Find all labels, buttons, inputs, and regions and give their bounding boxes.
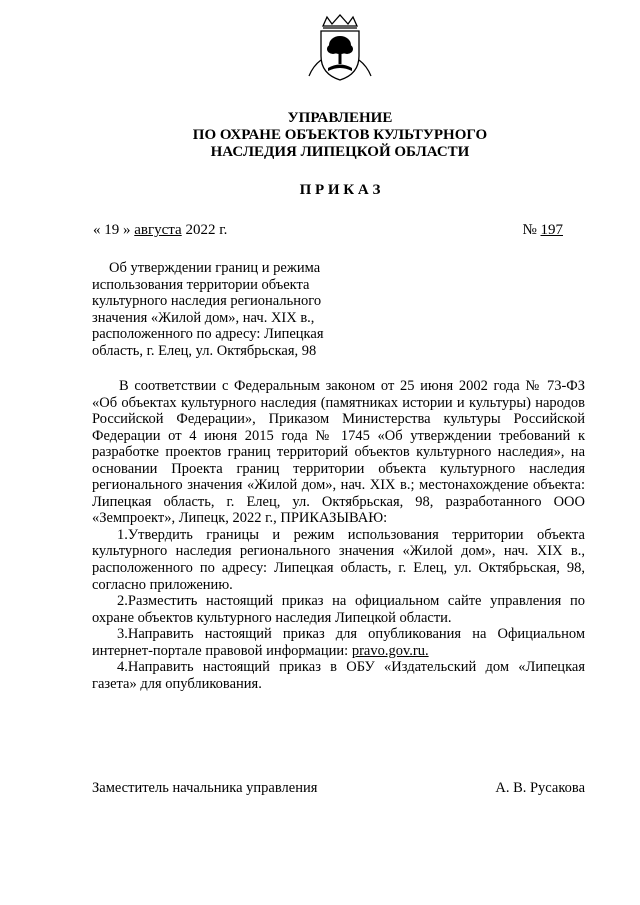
signer-position: Заместитель начальника управления [92, 780, 318, 796]
subject-line: Об утверждении границ и режима [109, 260, 321, 276]
order-item-4: 4.Направить настоящий приказ в ОБУ «Издательский дом «Липецкая газета» для опубликования. [92, 659, 585, 692]
signature-block [92, 780, 585, 797]
date-month: августа [134, 222, 182, 238]
number-value: 197 [540, 222, 563, 238]
date-number-row [93, 222, 563, 239]
preamble-paragraph: В соответствии с Федеральным законом от 25 июня 2002 года № 73-ФЗ «Об объектах культурного наследия (памятниках истории и культуры) народов Российской Федерации», Приказом Министерства культуры Российской Федерации от 4 июня 2015 года № 1745 «Об утверждении требований к разработке проектов границ территорий объектов культурного наследия», на основании Проекта границ территории объекта культурного наследия регионального значения «Жилой дом», нач. XIX в.; местонахождение объекта: Липецкая область, г. Елец, ул. Октябрьская, 98, разработанного ООО «Земпроект», Липецк, 2022 г., ПРИКАЗЫВАЮ: [92, 378, 585, 527]
order-body [92, 378, 585, 692]
document-type: П Р И К А З [299, 182, 381, 198]
org-line-3: НАСЛЕДИЯ ЛИПЕЦКОЙ ОБЛАСТИ [210, 144, 470, 160]
lipetsk-coat-of-arms-icon [301, 14, 379, 82]
subject-line: использования территории объекта [92, 276, 310, 293]
date-year: 2022 г. [185, 222, 228, 238]
date-open-quote: « [93, 222, 101, 238]
subject-line: культурного наследия регионального [92, 293, 322, 310]
subject-line: значения «Жилой дом», нач. XIX в., [92, 309, 315, 326]
subject-line: расположенного по адресу: Липецкая [92, 326, 324, 343]
org-line-1: УПРАВЛЕНИЕ [287, 110, 393, 126]
signer-name: А. В. Русакова [495, 780, 585, 796]
order-number [522, 222, 563, 239]
number-sign: № [522, 222, 537, 238]
date-day: 19 [104, 222, 120, 238]
order-item-3 [92, 626, 585, 659]
order-item-2: 2.Разместить настоящий приказ на официальном сайте управления по охране объектов культурного наследия Липецкой области. [92, 593, 585, 626]
organization-header [80, 110, 600, 161]
subject-line: область, г. Елец, ул. Октябрьская, 98 [92, 342, 317, 359]
order-subject [92, 260, 340, 360]
order-item-1: 1.Утвердить границы и режим использования территории объекта культурного наследия регионального значения «Жилой дом», нач. XIX в., расположенного по адресу: Липецкая область, г. Елец, ул. Октябрьская, 98, согласно приложению. [92, 526, 585, 593]
pravo-link[interactable]: pravo.gov.ru. [351, 642, 429, 659]
order-date [93, 222, 227, 239]
date-close-quote: » [123, 222, 131, 238]
org-line-2: ПО ОХРАНЕ ОБЪЕКТОВ КУЛЬТУРНОГО [192, 127, 488, 143]
order-item-3-text: 3.Направить настоящий приказ для опубликования на Официальном интернет-портале правовой информации: [92, 626, 585, 659]
